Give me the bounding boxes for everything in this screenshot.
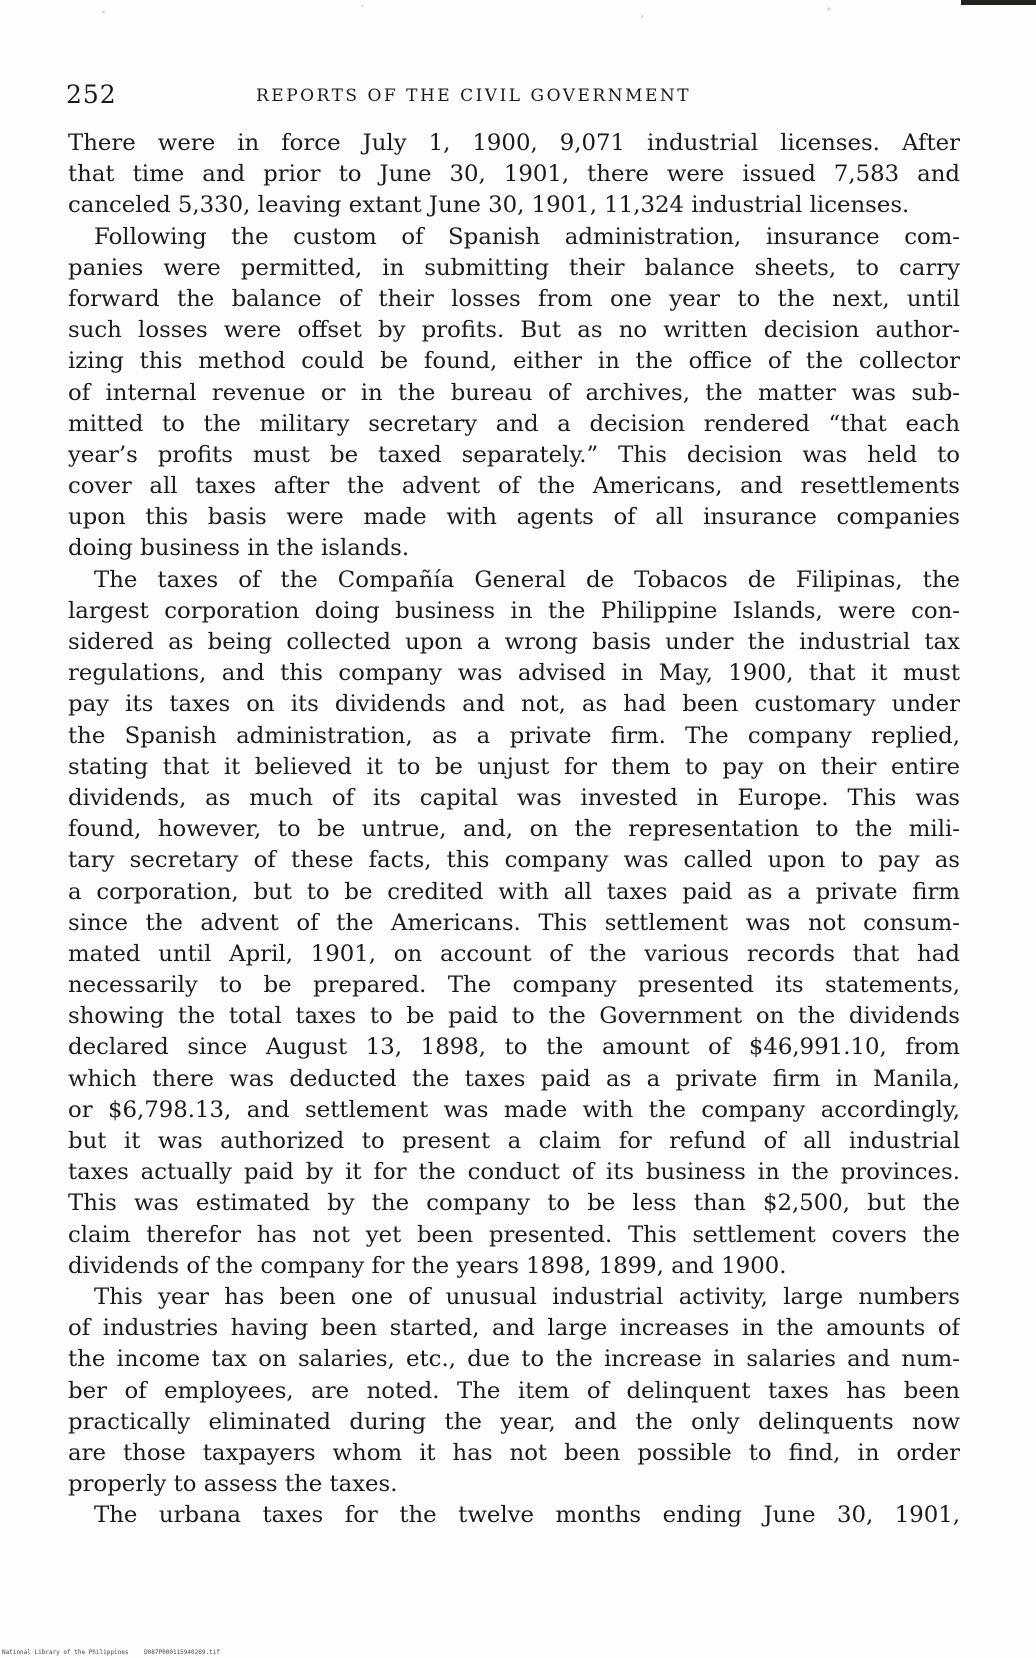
text-line: year’s profits must be taxed separately.” This decision was held to	[68, 441, 960, 468]
text-line: mitted to the military secretary and a decision rendered “that each	[68, 410, 960, 437]
text-line: but it was authorized to present a claim for refund of all industrial	[68, 1128, 960, 1154]
paragraph	[68, 1282, 960, 1500]
text-line: found, however, to be untrue, and, on the representation to the mili-	[68, 816, 960, 843]
text-line: doing business in the islands.	[68, 535, 410, 562]
text-line: pay its taxes on its dividends and not, as had been customary under	[68, 691, 960, 718]
text-line: largest corporation doing business in the Philippine Islands, were con-	[68, 597, 960, 624]
page-number: 252	[66, 80, 117, 109]
file-id: D087P000115940269.tif	[144, 1649, 220, 1656]
text-line: cover all taxes after the advent of the Americans, and resettlements	[68, 473, 960, 500]
text-line: regulations, and this company was advised in May, 1900, that it must	[68, 660, 960, 687]
text-line: mated until April, 1901, on account of the various records that had	[68, 940, 960, 967]
text-line: a corporation, but to be credited with all taxes paid as a private firm	[68, 878, 960, 905]
text-line: taxes actually paid by it for the conduct of its business in the provinces.	[68, 1159, 960, 1186]
text-line: This year has been one of unusual industrial activity, large numbers	[94, 1283, 960, 1310]
text-line: are those taxpayers whom it has not been possible to find, in order	[68, 1439, 960, 1466]
text-line: Following the custom of Spanish administration, insurance com-	[94, 223, 960, 250]
text-line: dividends, as much of its capital was invested in Europe. This was	[68, 784, 960, 811]
text-line: the Spanish administration, as a private firm. The company replied,	[68, 722, 960, 749]
text-line: upon this basis were made with agents of all insurance companies	[68, 504, 960, 531]
running-head-title: REPORTS OF THE CIVIL GOVERNMENT	[256, 86, 692, 106]
paragraph	[68, 222, 960, 565]
text-line: There were in force July 1, 1900, 9,071 industrial licenses. After	[68, 130, 960, 156]
scan-footer	[2, 1649, 232, 1656]
paragraph	[68, 565, 960, 1282]
text-line: This was estimated by the company to be less than $2,500, but the	[68, 1190, 960, 1217]
text-line: of internal revenue or in the bureau of archives, the matter was sub-	[68, 379, 960, 406]
text-line: izing this method could be found, either in the office of the collector	[68, 348, 960, 375]
scan-edge-mark	[961, 0, 1036, 5]
text-line: tary secretary of these facts, this company was called upon to pay as	[68, 847, 960, 874]
text-line: necessarily to be prepared. The company presented its statements,	[68, 972, 960, 999]
text-line: canceled 5,330, leaving extant June 30, 1901, 11,324 industrial licenses.	[68, 192, 910, 219]
text-line: panies were permitted, in submitting their balance sheets, to carry	[68, 254, 960, 281]
text-line: the income tax on salaries, etc., due to the increase in salaries and num-	[68, 1346, 960, 1373]
text-line: of industries having been started, and large increases in the amounts of	[68, 1315, 960, 1342]
text-line: declared since August 13, 1898, to the amount of $46,991.10, from	[68, 1034, 960, 1061]
text-line: ber of employees, are noted. The item of delinquent taxes has been	[68, 1377, 960, 1404]
text-line: forward the balance of their losses from one year to the next, until	[68, 285, 960, 312]
text-line: that time and prior to June 30, 1901, there were issued 7,583 and	[68, 161, 960, 188]
text-line: showing the total taxes to be paid to the Government on the dividends	[68, 1003, 960, 1030]
text-line: The urbana taxes for the twelve months ending June 30, 1901,	[94, 1502, 960, 1529]
scan-noise	[0, 0, 1036, 30]
text-line: properly to assess the taxes.	[68, 1471, 398, 1498]
body-text	[68, 128, 960, 1531]
text-line: claim therefor has not yet been presented. This settlement covers the	[68, 1221, 960, 1248]
text-line: dividends of the company for the years 1898, 1899, and 1900.	[68, 1252, 787, 1279]
paragraph	[68, 1500, 960, 1531]
text-line: The taxes of the Compañía General de Tobacos de Filipinas, the	[94, 566, 960, 593]
running-head	[66, 80, 966, 116]
text-line: sidered as being collected upon a wrong basis under the industrial tax	[68, 629, 960, 655]
library-credit: National Library of the Philippines	[2, 1649, 129, 1656]
text-line: such losses were offset by profits. But as no written decision author-	[68, 317, 960, 344]
paragraph	[68, 128, 960, 222]
text-line: stating that it believed it to be unjust for them to pay on their entire	[68, 753, 960, 780]
text-line: since the advent of the Americans. This settlement was not consum-	[68, 909, 960, 936]
text-line: practically eliminated during the year, and the only delinquents now	[68, 1408, 960, 1435]
text-line: or $6,798.13, and settlement was made with the company accordingly,	[68, 1096, 960, 1123]
text-line: which there was deducted the taxes paid as a private firm in Manila,	[68, 1065, 960, 1092]
